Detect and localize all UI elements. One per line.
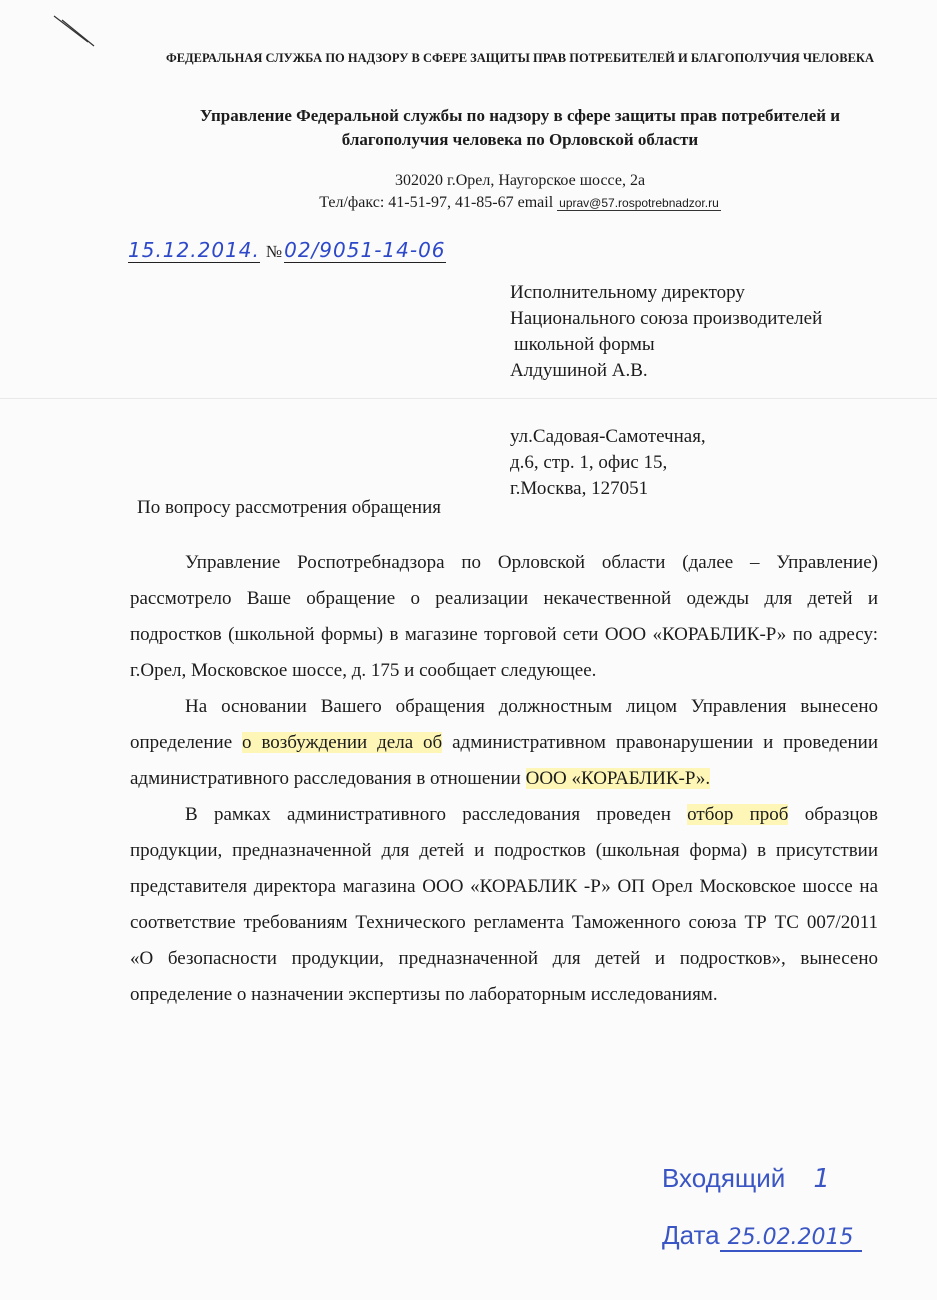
- sender-phone: Тел/факс: 41-51-97, 41-85-67 email: [319, 194, 554, 211]
- sender-email: uprav@57.rospotrebnadzor.ru: [559, 196, 719, 210]
- incoming-number: 1: [813, 1164, 830, 1194]
- recipient-line: Исполнительному директору: [510, 282, 745, 303]
- outgoing-number: 02/9051-14-06: [284, 238, 446, 262]
- incoming-date-label: Дата: [662, 1220, 720, 1250]
- outgoing-date: 15.12.2014.: [128, 238, 260, 262]
- department-line: благополучия человека по Орловской области: [341, 130, 699, 149]
- sender-address: 302020 г.Орел, Наугорское шоссе, 2а: [394, 172, 646, 189]
- recipient-line: школьной формы: [514, 334, 655, 355]
- body-paragraph: [130, 689, 878, 797]
- outgoing-number-label: №: [265, 242, 283, 261]
- recipient-address-line: д.6, стр. 1, офис 15,: [510, 452, 668, 473]
- incoming-label: Входящий: [662, 1163, 786, 1193]
- body-text: образцов продукции, предназначенной для детей и подростков (школьная форма) в присутствии представителя директора магазина ООО «КОРАБЛИК -Р» ОП Орел Московское шоссе на соответствие требованиям Технического регламента Таможенного союза ТР ТС 007/2011 «О безопасности продукции, предназначенной для детей и подростков», вынесено определение о назначении экспертизы по лабораторным исследованиям.: [130, 804, 878, 1005]
- body-text: административном правонарушении и проведении административного расследования в отношении: [130, 732, 878, 789]
- department-name: [150, 104, 890, 152]
- recipient-line: Национального союза производителей: [510, 308, 823, 329]
- incoming-date-line: [662, 1207, 922, 1266]
- sender-phone-line: [150, 192, 890, 214]
- body-text: В рамках административного расследования проведен: [185, 804, 688, 825]
- body-text: На основании Вашего обращения должностным лицом Управления вынесено определение: [130, 696, 878, 753]
- recipient-address-line: ул.Садовая-Самотечная,: [510, 426, 706, 447]
- incoming-date: 25.02.2015: [720, 1225, 862, 1252]
- sender-contacts: [150, 170, 890, 214]
- highlighted-text: отбор проб: [687, 804, 789, 825]
- highlighted-text: о возбуждении дела об: [242, 732, 443, 753]
- body-paragraph: [130, 797, 878, 1013]
- body-paragraph: Управление Роспотребнадзора по Орловской области (далее – Управление) рассмотрело Ваше обращение о реализации некачественной одежды для детей и подростков (школьной формы) в магазине торговой сети ООО «КОРАБЛИК-Р» по адресу: г.Орел, Московское шоссе, д. 175 и сообщает следующее.: [130, 552, 878, 681]
- recipient-address-line: г.Москва, 127051: [510, 478, 649, 499]
- incoming-stamp: [662, 1150, 922, 1266]
- letter-subject: По вопросу рассмотрения обращения: [137, 497, 441, 518]
- incoming-line: [662, 1150, 922, 1207]
- agency-name: ФЕДЕРАЛЬНАЯ СЛУЖБА ПО НАДЗОРУ В СФЕРЕ ЗАЩИТЫ ПРАВ ПОТРЕБИТЕЛЕЙ И БЛАГОПОЛУЧИЯ ЧЕЛОВЕКА: [165, 51, 875, 65]
- recipient-block: [510, 280, 910, 502]
- letter-body: [130, 545, 878, 1013]
- outgoing-reference: [128, 238, 446, 278]
- department-line: Управление Федеральной службы по надзору в сфере защиты прав потребителей и: [199, 106, 841, 125]
- pen-marks-icon: [50, 12, 100, 52]
- highlighted-text: ООО «КОРАБЛИК-Р».: [525, 768, 711, 789]
- recipient-name: Алдушиной А.В.: [510, 360, 648, 381]
